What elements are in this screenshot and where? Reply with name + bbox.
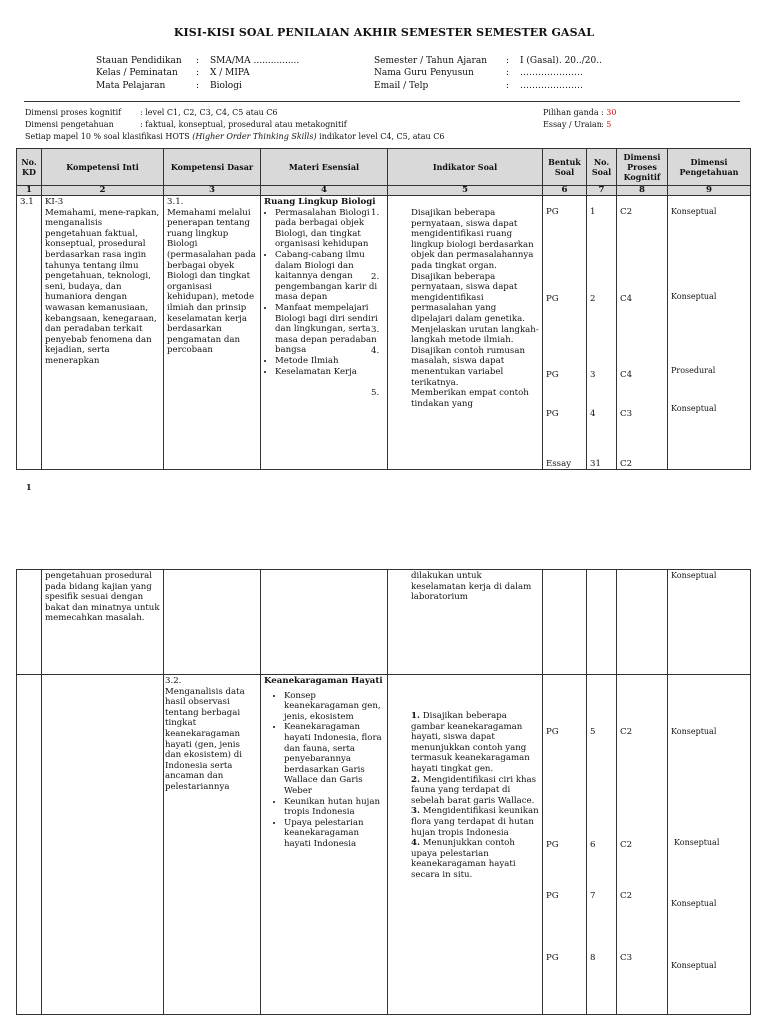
- cell-pengetahuan: Konseptual: [668, 570, 751, 675]
- col-num: 5: [388, 186, 543, 196]
- cell-indikator: [388, 675, 543, 1015]
- col-num: 4: [261, 186, 388, 196]
- cell-pengetahuan: [668, 675, 751, 1015]
- col-num: 3: [164, 186, 261, 196]
- col-num: 1: [17, 186, 42, 196]
- meta-pg: Pilihan ganda : 30: [543, 108, 617, 117]
- bentuk-soal: PG: [546, 294, 559, 304]
- no-soal: 2: [590, 294, 596, 304]
- proses-kognitif: C2: [620, 891, 633, 901]
- proses-kognitif: C3: [620, 953, 633, 963]
- cell-pengetahuan: [668, 196, 751, 470]
- dimensi-pengetahuan: Prosedural: [671, 366, 716, 375]
- proses-kognitif: C2: [620, 459, 633, 469]
- list-item: • Keunikan hutan hujan tropis Indonesia: [284, 797, 384, 818]
- no-soal: 1: [590, 207, 596, 217]
- kisi-kisi-table-page1: [16, 148, 751, 470]
- meta-essay: Essay / Uraian: 5: [543, 120, 612, 129]
- kisi-kisi-table-page2: [16, 569, 751, 1015]
- bentuk-soal: PG: [546, 727, 559, 737]
- cell-kd: [17, 570, 42, 675]
- cell-materi: [261, 675, 388, 1015]
- no-soal: 8: [590, 953, 596, 963]
- cell-proses: [617, 675, 668, 1015]
- bentuk-soal: Essay: [546, 459, 572, 469]
- list-item: 2. Disajikan beberapa pernyataan, siswa dapat mengidentifikasi permasalahan yang dipelajari dalam genetika.: [371, 271, 525, 324]
- cell-indikator: [371, 196, 543, 470]
- dimensi-pengetahuan: Konseptual: [671, 207, 717, 216]
- dimensi-pengetahuan: Konseptual: [671, 961, 717, 970]
- col-num: 6: [543, 186, 587, 196]
- no-soal: 3: [590, 370, 596, 380]
- no-soal: 31: [590, 459, 601, 469]
- proses-kognitif: C4: [620, 370, 633, 380]
- cell-ki: pengetahuan prosedural pada bidang kajian yang spesifik sesuai dengan bakat dan minatnya untuk memecahkan masalah.: [42, 570, 164, 675]
- header-materi: Materi Esensial: [261, 149, 388, 186]
- cell-proses: [617, 196, 668, 470]
- no-soal: 4: [590, 409, 596, 419]
- header-kd: Kompetensi Dasar: [164, 149, 261, 186]
- header-no-soal: No. Soal: [587, 149, 617, 186]
- list-item: • Keselamatan Kerja: [275, 367, 384, 378]
- col-num: 8: [617, 186, 668, 196]
- cell-kd: 3.1: [17, 196, 42, 470]
- col-num: 7: [587, 186, 617, 196]
- cell-bentuk: [543, 196, 587, 470]
- id-kelas: Kelas / Peminatan : X / MIPA: [96, 68, 250, 78]
- header-bentuk: Bentuk Soal: [543, 149, 587, 186]
- dimensi-pengetahuan: Konseptual: [674, 838, 720, 847]
- header-divider: [24, 101, 740, 102]
- list-item: 2. Mengidentifikasi ciri khas fauna yang terdapat di sebelah barat garis Wallace.: [411, 774, 537, 806]
- header-pengetahuan: Dimensi Pengetahuan: [668, 149, 751, 186]
- bentuk-soal: PG: [546, 840, 559, 850]
- meta-hots: Setiap mapel 10 % soal klasifikasi HOTS (Higher Order Thinking Skills) indikator level C4, C5, atau C6: [25, 132, 445, 141]
- meta-proses: Dimensi proses kognitif : level C1, C2, C3, C4, C5 atau C6: [25, 108, 278, 117]
- list-item: 1. Disajikan beberapa pernyataan, siswa dapat mengidentifikasi ruang lingkup biologi berdasarkan objek dan permasalahannya pada tingkat organ.: [371, 208, 534, 271]
- proses-kognitif: C3: [620, 409, 633, 419]
- cell-no-soal: [587, 196, 617, 470]
- header-indikator: Indikator Soal: [388, 149, 543, 186]
- header-proses: Dimensi Proses Kognitif: [617, 149, 668, 186]
- no-soal: 5: [590, 727, 596, 737]
- id-satuan: Stauan Pendidikan : SMA/MA ................: [96, 56, 300, 66]
- header-no-kd: No. KD: [17, 149, 42, 186]
- materi-title: Ruang Lingkup Biologi: [264, 197, 376, 207]
- column-number-row: [17, 186, 751, 196]
- col-num: 2: [42, 186, 164, 196]
- list-item: 4. Menunjukkan contoh upaya pelestarian keanekaragaman hayati secara in situ.: [411, 838, 516, 880]
- cell-ki: [42, 675, 164, 1015]
- cell-kompdasar: [164, 570, 261, 675]
- cell-no-soal: [587, 570, 617, 675]
- col-num: 9: [668, 186, 751, 196]
- bentuk-soal: PG: [546, 891, 559, 901]
- cell-indikator: dilakukan untuk keselamatan kerja di dalam laboratorium: [388, 570, 543, 675]
- no-soal: 7: [590, 891, 596, 901]
- materi-title: Keanekaragaman Hayati: [264, 676, 383, 686]
- cell-materi: [261, 196, 388, 470]
- dimensi-pengetahuan: Konseptual: [671, 404, 717, 413]
- table-row: [17, 196, 751, 470]
- dimensi-pengetahuan: Konseptual: [671, 292, 717, 301]
- meta-pengetahuan: Dimensi pengetahuan : faktual, konseptual, prosedural atau metakognitif: [25, 120, 347, 129]
- dimensi-pengetahuan: Konseptual: [671, 727, 717, 736]
- page-number: 1: [26, 482, 32, 492]
- table-row: [17, 570, 751, 675]
- table-row: [17, 675, 751, 1015]
- list-item: 3. Mengidentifikasi keunikan flora yang terdapat di hutan hujan tropis Indonesia: [411, 806, 539, 838]
- bentuk-soal: PG: [546, 370, 559, 380]
- cell-kd: [17, 675, 42, 1015]
- bentuk-soal: PG: [546, 953, 559, 963]
- cell-kompdasar: 3.2. Menganalisis data hasil observasi tentang berbagai tingkat keanekaragaman hayati (gen, jenis dan ekosistem) di Indonesia serta ancaman dan pelestariannya: [164, 675, 261, 1015]
- list-item: • Konsep keanekaragaman gen, jenis, ekosistem: [284, 691, 384, 723]
- bentuk-soal: PG: [546, 409, 559, 419]
- dimensi-pengetahuan: Konseptual: [671, 899, 717, 908]
- list-item: • Permasalahan Biologi pada berbagai objek Biologi, dan tingkat organisasi kehidupan: [275, 208, 384, 250]
- bentuk-soal: PG: [546, 207, 559, 217]
- list-item: 3. Menjelaskan urutan langkah-langkah metode ilmiah.: [371, 324, 539, 346]
- proses-kognitif: C2: [620, 840, 633, 850]
- header-ki: Kompetensi Inti: [42, 149, 164, 186]
- list-item: • Keanekaragaman hayati Indonesia, flora dan fauna, serta penyebarannya berdasarkan Garis Wallace dan Garis Weber: [284, 722, 384, 796]
- cell-ki: KI-3 Memahami, mene-rapkan, menganalisis pengetahuan faktual, konseptual, prosedural berdasarkan rasa ingin tahunya tentang ilmu pengetahuan, teknologi, seni, budaya, dan humaniora dengan wawasan kemanusiaan, kebangsaan, kenegaraan, dan peradaban terkait penyebab fenomena dan kejadian, serta menerapkan: [42, 196, 164, 470]
- cell-no-soal: [587, 675, 617, 1015]
- cell-materi: [261, 570, 388, 675]
- no-soal: 6: [590, 840, 596, 850]
- cell-kompdasar: 3.1. Memahami melalui penerapan tentang ruang lingkup Biologi (permasalahan pada berbagai obyek Biologi dan tingkat organisasi kehidupan), metode ilmiah dan prinsip keselamatan kerja berdasarkan pengamatan dan percobaan: [164, 196, 261, 470]
- proses-kognitif: C2: [620, 727, 633, 737]
- cell-bentuk: [543, 570, 587, 675]
- document-title: KISI-KISI SOAL PENILAIAN AKHIR SEMESTER SEMESTER GASAL: [173, 26, 595, 39]
- proses-kognitif: C2: [620, 207, 633, 217]
- list-item: 4. Disajikan contoh rumusan masalah, siswa dapat menentukan variabel terikatnya.: [371, 345, 525, 388]
- header-row: [17, 149, 751, 186]
- list-item: • Cabang-cabang ilmu dalam Biologi dan kaitannya dengan pengembangan karir di masa depan: [275, 250, 384, 303]
- list-item: 1. Disajikan beberapa gambar keanekaragaman hayati, siswa dapat menunjukkan contoh yang termasuk keanekaragaman hayati tingkat gen.: [411, 711, 530, 774]
- id-email: Email / Telp : …………………: [374, 81, 583, 91]
- list-item: • Upaya pelestarian keanekaragaman hayati Indonesia: [284, 818, 384, 850]
- list-item: 5. Memberikan empat contoh tindakan yang: [371, 388, 529, 409]
- list-item: • Metode Ilmiah: [275, 356, 384, 367]
- id-semester: Semester / Tahun Ajaran : I (Gasal). 20../20..: [374, 56, 602, 66]
- cell-proses: [617, 570, 668, 675]
- cell-bentuk: [543, 675, 587, 1015]
- proses-kognitif: C4: [620, 294, 633, 304]
- id-mapel: Mata Pelajaran : Biologi: [96, 81, 242, 91]
- id-guru: Nama Guru Penyusun : …………………: [374, 68, 583, 78]
- list-item: • Manfaat mempelajari Biologi bagi diri sendiri dan lingkungan, serta masa depan peradaban bangsa: [275, 303, 384, 356]
